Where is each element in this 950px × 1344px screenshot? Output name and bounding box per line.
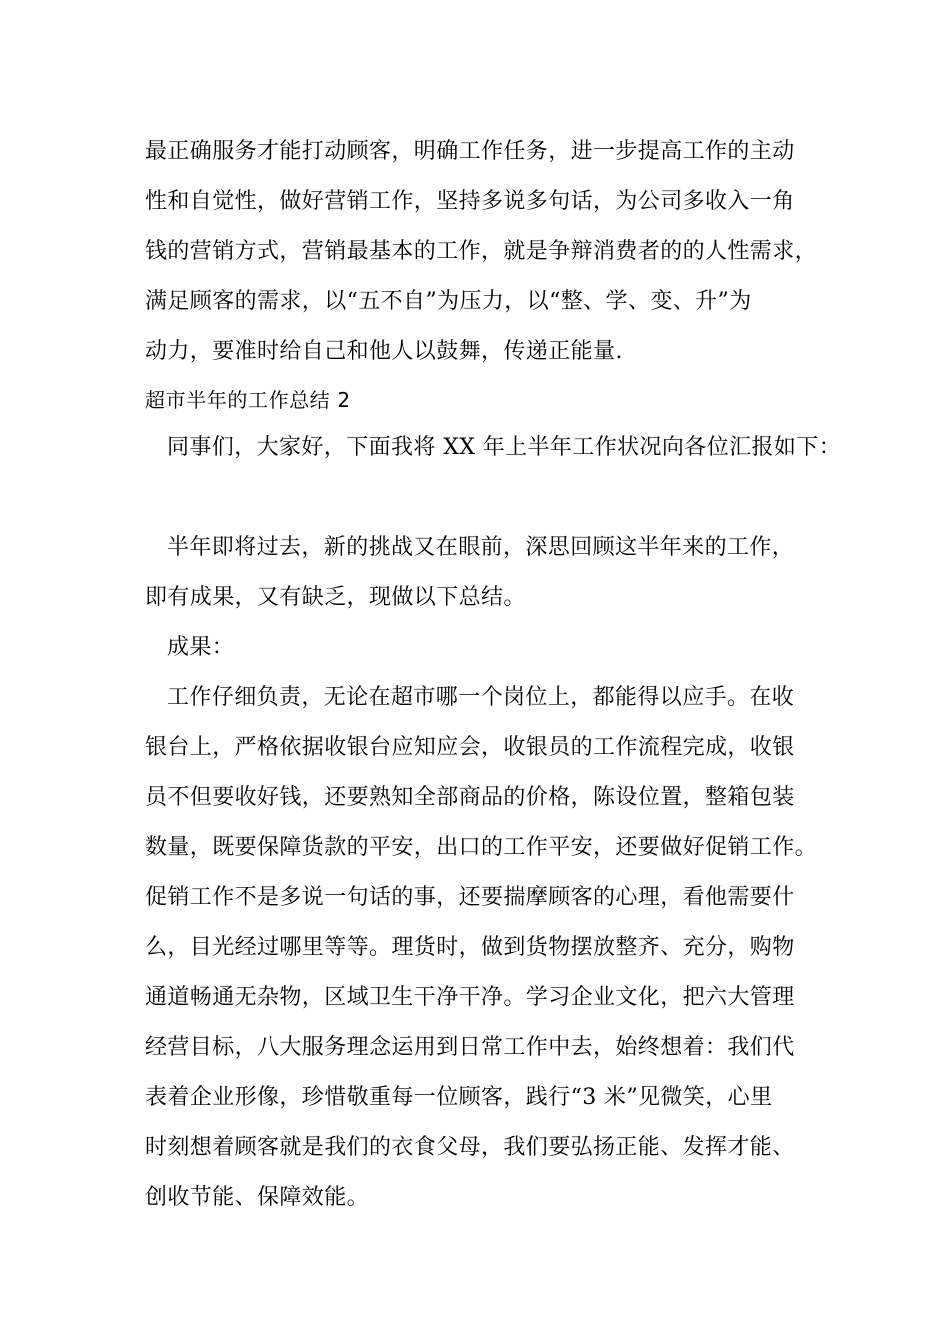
paragraph-line: 半年即将过去，新的挑战又在眼前，深思回顾这半年来的工作，	[167, 535, 795, 560]
paragraph-line: 钱的营销方式，营销最基本的工作，就是争辩消费者的的人性需求，	[145, 239, 818, 264]
document-page	[145, 0, 842, 1344]
paragraph-line: 即有成果，又有缺乏，现做以下总结。	[145, 585, 526, 610]
paragraph-line: 促销工作不是多说一句话的事，还要揣摩顾客的心理，看他需要什	[145, 885, 795, 910]
paragraph-line: 最正确服务才能打动顾客，明确工作任务，进一步提高工作的主动	[145, 139, 795, 164]
paragraph-line: 通道畅通无杂物，区域卫生干净干净。学习企业文化，把六大管理	[145, 985, 795, 1010]
paragraph-line: 表着企业形像，珍惜敬重每一位顾客，践行“3 米”见微笑，心里	[145, 1085, 773, 1110]
paragraph-line: 员不但要收好钱，还要熟知全部商品的价格，陈设位置，整箱包装	[145, 785, 795, 810]
paragraph-line: 工作仔细负责，无论在超市哪一个岗位上，都能得以应手。在收	[167, 685, 795, 710]
paragraph-line: 满足顾客的需求，以“五不自”为压力，以“整、学、变、升”为	[145, 289, 752, 314]
paragraph-line: 银台上，严格依据收银台应知应会，收银员的工作流程完成，收银	[145, 735, 795, 760]
greeting-line: 同事们，大家好，下面我将 XX 年上半年工作状况向各位汇报如下：	[167, 435, 842, 460]
paragraph-line: 性和自觉性，做好营销工作，坚持多说多句话，为公司多收入一角	[145, 189, 795, 214]
paragraph-line: 时刻想着顾客就是我们的衣食父母，我们要弘扬正能、发挥才能、	[145, 1135, 795, 1160]
paragraph-line: 么，目光经过哪里等等。理货时，做到货物摆放整齐、充分，购物	[145, 935, 795, 960]
section-title: 超市半年的工作总结 2	[145, 388, 351, 412]
paragraph-line: 数量，既要保障货款的平安，出口的工作平安，还要做好促销工作。	[145, 835, 818, 860]
paragraph-line: 动力，要准时给自己和他人以鼓舞，传递正能量.	[145, 339, 623, 364]
paragraph-line: 创收节能、保障效能。	[145, 1185, 370, 1210]
results-label: 成果：	[167, 635, 235, 660]
paragraph-line: 经营目标，八大服务理念运用到日常工作中去，始终想着：我们代	[145, 1035, 795, 1060]
